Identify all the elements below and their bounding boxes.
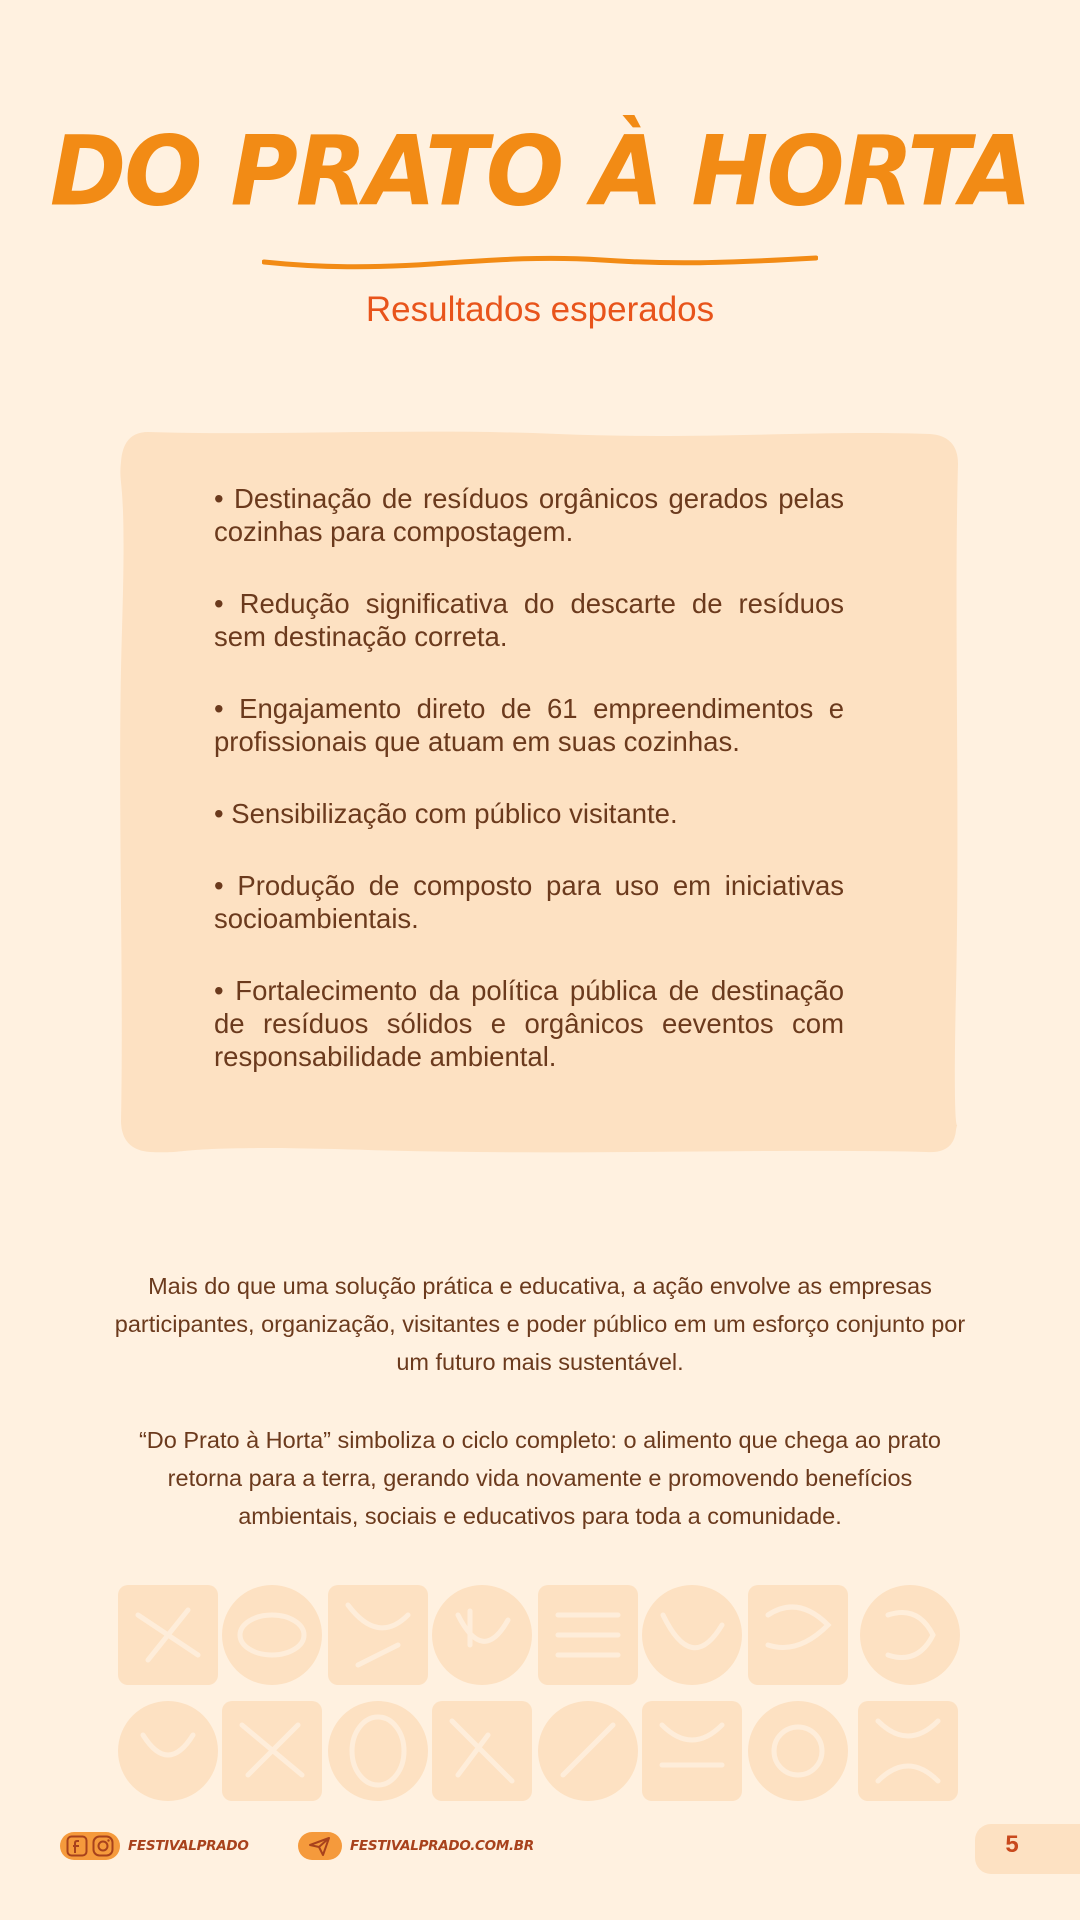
result-item: • Engajamento direto de 61 empreendimentos e profissionais que atuam em suas cozinhas. xyxy=(214,693,844,757)
page-number-tab xyxy=(975,1824,1080,1874)
result-item: • Destinação de resíduos orgânicos gerados pelas cozinhas para compostagem. xyxy=(214,483,844,547)
decorative-food-pattern xyxy=(118,1585,960,1803)
title-underline xyxy=(262,252,818,276)
results-list xyxy=(214,482,844,1073)
body-paragraph-2: “Do Prato à Horta” simboliza o ciclo completo: o alimento que chega ao prato retorna para a terra, gerando vida novamente e promovendo benefícios ambientais, sociais e educativos para toda a comunidade. xyxy=(138,1426,942,1529)
result-item: • Fortalecimento da política pública de destinação de resíduos sólidos e orgânicos eeventos com responsabilidade ambiental. xyxy=(214,975,844,1072)
page-number: 5 xyxy=(1005,1831,1019,1858)
page-title: DO PRATO À HORTA xyxy=(49,115,1031,228)
footer-social[interactable] xyxy=(60,1829,249,1863)
send-icon xyxy=(308,1835,332,1857)
facebook-icon[interactable] xyxy=(66,1835,88,1857)
instagram-icon[interactable] xyxy=(92,1835,114,1857)
social-icons-pill xyxy=(60,1832,120,1860)
body-paragraph-1: Mais do que uma solução prática e educativa, a ação envolve as empresas participantes, organização, visitantes e poder público em um esforço conjunto por um futuro mais sustentável. xyxy=(114,1272,966,1375)
social-handle[interactable]: FESTIVALPRADO xyxy=(128,1838,249,1854)
website-icon-pill xyxy=(298,1832,342,1860)
page-subtitle: Resultados esperados xyxy=(365,290,715,329)
website-link[interactable]: FESTIVALPRADO.COM.BR xyxy=(350,1838,534,1854)
result-item: • Sensibilização com público visitante. xyxy=(214,798,678,829)
footer-website[interactable] xyxy=(298,1829,534,1863)
result-item: • Produção de composto para uso em iniciativas socioambientais. xyxy=(214,870,844,934)
result-item: • Redução significativa do descarte de resíduos sem destinação correta. xyxy=(214,588,844,652)
